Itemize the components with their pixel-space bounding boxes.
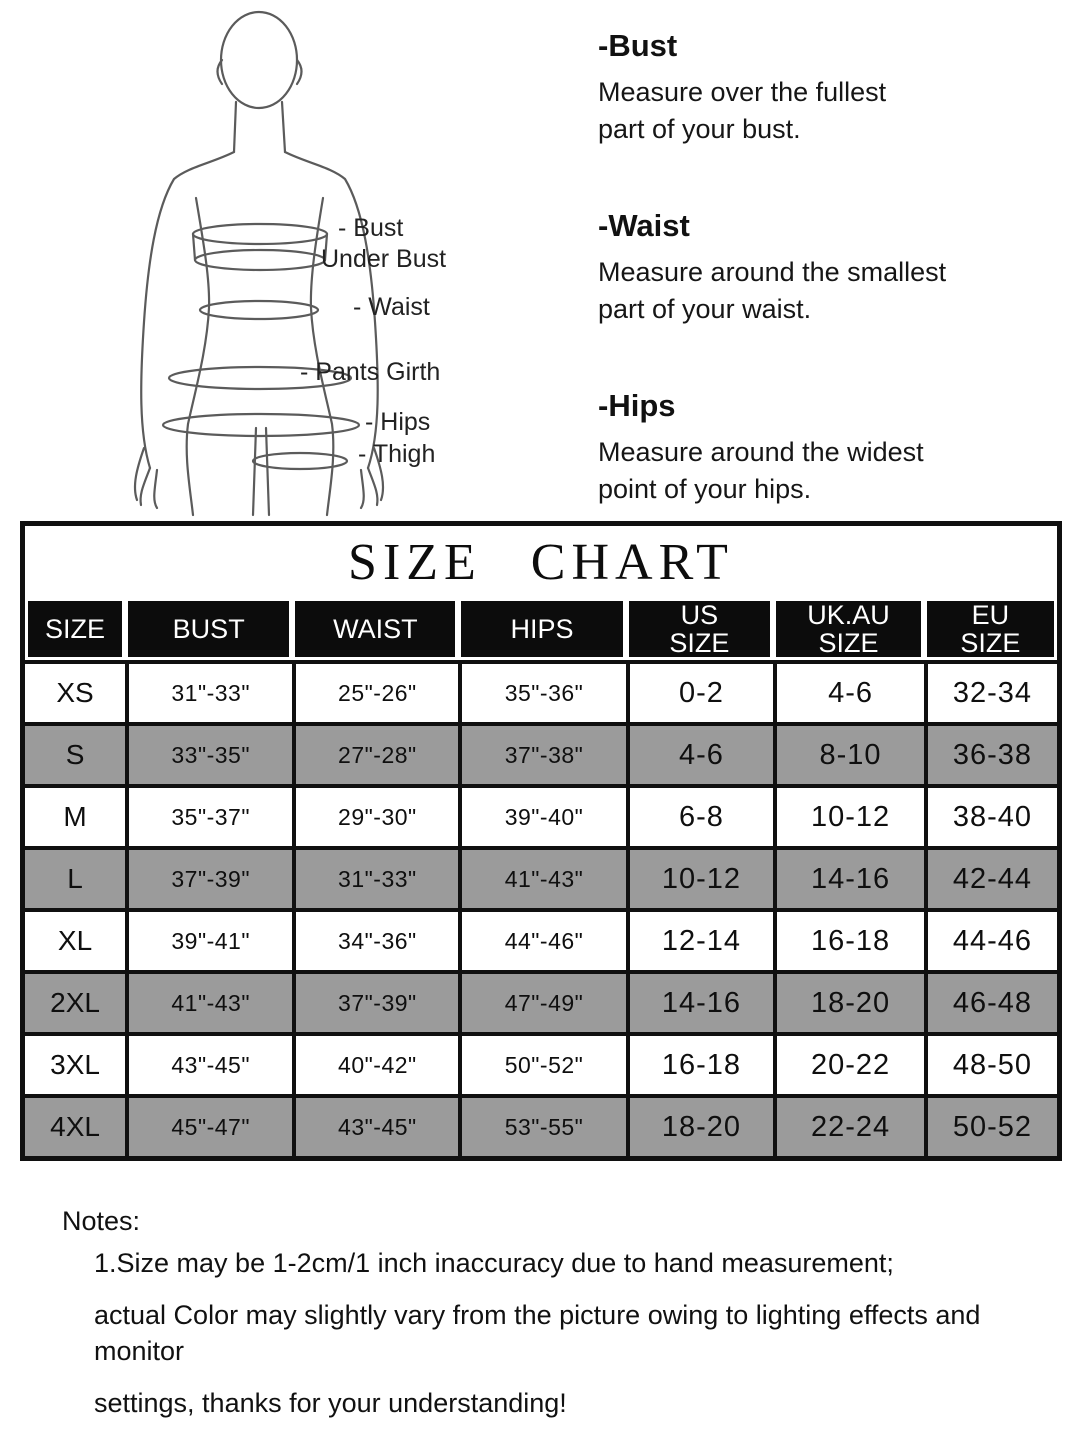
table-cell: 18-20 bbox=[773, 974, 924, 1032]
instruction-waist bbox=[598, 208, 1028, 328]
table-row bbox=[25, 970, 1057, 1032]
figure-label-under-bust: Under Bust bbox=[321, 245, 447, 273]
table-cell: 38-40 bbox=[924, 788, 1057, 846]
column-header bbox=[128, 601, 289, 657]
figure-label-waist: - Waist bbox=[353, 293, 430, 321]
figure-label-bust: - Bust bbox=[338, 214, 404, 242]
instruction-heading: -Bust bbox=[598, 28, 678, 63]
instruction-text: Measure over the fullest bbox=[598, 77, 887, 107]
table-cell: XL bbox=[57, 925, 93, 956]
column-header-line: EU bbox=[971, 600, 1010, 630]
notes-title: Notes: bbox=[62, 1206, 141, 1236]
table-cell: 8-10 bbox=[773, 726, 924, 784]
instruction-text: Measure around the smallest bbox=[598, 257, 947, 287]
notes-section bbox=[62, 1206, 1042, 1437]
table-cell: 44-46 bbox=[924, 912, 1057, 970]
table-row bbox=[25, 1032, 1057, 1094]
table-cell: 37"-38" bbox=[458, 726, 625, 784]
table-cell: 37"-39" bbox=[125, 850, 292, 908]
figure-label-thigh: - Thigh bbox=[358, 440, 436, 468]
table-cell: 20-22 bbox=[773, 1036, 924, 1094]
table-cell: 0-2 bbox=[626, 664, 774, 722]
table-cell: S bbox=[65, 739, 85, 770]
column-header bbox=[629, 601, 771, 657]
instruction-hips bbox=[598, 388, 1028, 508]
table-cell: 35"-37" bbox=[125, 788, 292, 846]
column-header-line: SIZE bbox=[818, 628, 879, 658]
table-cell: 31"-33" bbox=[125, 664, 292, 722]
table-cell: 18-20 bbox=[626, 1098, 774, 1156]
table-cell: 12-14 bbox=[626, 912, 774, 970]
table-row bbox=[25, 784, 1057, 846]
column-header bbox=[927, 601, 1054, 657]
instruction-bust bbox=[598, 28, 1028, 148]
table-cell: 46-48 bbox=[924, 974, 1057, 1032]
table-cell: 25"-26" bbox=[292, 664, 458, 722]
table-cell: 41"-43" bbox=[458, 850, 625, 908]
figure-label-pants-girth: - Pants Girth bbox=[300, 358, 441, 386]
table-cell: 16-18 bbox=[773, 912, 924, 970]
column-header-line: WAIST bbox=[333, 614, 418, 644]
column-header-line: US bbox=[680, 600, 719, 630]
table-cell: 44"-46" bbox=[458, 912, 625, 970]
measurement-instructions bbox=[598, 28, 1028, 568]
table-cell: 10-12 bbox=[773, 788, 924, 846]
instruction-heading: -Waist bbox=[598, 208, 690, 243]
column-header-line: SIZE bbox=[45, 614, 106, 644]
note-line: settings, thanks for your understanding! bbox=[94, 1388, 567, 1418]
table-cell: 16-18 bbox=[626, 1036, 774, 1094]
table-cell: 22-24 bbox=[773, 1098, 924, 1156]
table-cell: 35"-36" bbox=[458, 664, 625, 722]
table-row bbox=[25, 846, 1057, 908]
table-cell: 14-16 bbox=[626, 974, 774, 1032]
table-title: SIZE CHART bbox=[348, 533, 734, 591]
table-cell: 10-12 bbox=[626, 850, 774, 908]
column-header-line: BUST bbox=[172, 614, 245, 644]
instruction-text: Measure around the widest bbox=[598, 437, 924, 467]
table-cell: 48-50 bbox=[924, 1036, 1057, 1094]
table-cell: 3XL bbox=[50, 1049, 100, 1080]
table-cell: 4-6 bbox=[626, 726, 774, 784]
table-cell: 29"-30" bbox=[292, 788, 458, 846]
size-chart-table bbox=[20, 521, 1062, 1161]
table-cell: 4-6 bbox=[773, 664, 924, 722]
instruction-text: point of your hips. bbox=[598, 474, 812, 504]
table-cell: 41"-43" bbox=[125, 974, 292, 1032]
table-row bbox=[25, 660, 1057, 722]
instruction-text: part of your waist. bbox=[598, 294, 812, 324]
table-cell: XS bbox=[56, 677, 94, 708]
table-cell: 47"-49" bbox=[458, 974, 625, 1032]
column-header bbox=[295, 601, 455, 657]
table-row bbox=[25, 908, 1057, 970]
table-cell: 33"-35" bbox=[125, 726, 292, 784]
table-row bbox=[25, 722, 1057, 784]
table-cell: 36-38 bbox=[924, 726, 1057, 784]
column-header bbox=[461, 601, 622, 657]
table-cell: 2XL bbox=[50, 987, 100, 1018]
table-cell: 53"-55" bbox=[458, 1098, 625, 1156]
figure-label-hips: - Hips bbox=[365, 408, 431, 436]
table-cell: 4XL bbox=[50, 1111, 100, 1142]
column-header bbox=[776, 601, 921, 657]
table-row bbox=[25, 1094, 1057, 1156]
table-cell: 14-16 bbox=[773, 850, 924, 908]
instruction-heading: -Hips bbox=[598, 388, 676, 423]
column-header-line: SIZE bbox=[960, 628, 1021, 658]
table-cell: 50"-52" bbox=[458, 1036, 625, 1094]
table-cell: 39"-40" bbox=[458, 788, 625, 846]
table-cell: 6-8 bbox=[626, 788, 774, 846]
instruction-text: part of your bust. bbox=[598, 114, 801, 144]
table-cell: 40"-42" bbox=[292, 1036, 458, 1094]
column-header-line: UK.AU bbox=[807, 600, 890, 630]
table-cell: 43"-45" bbox=[125, 1036, 292, 1094]
table-cell: M bbox=[63, 801, 87, 832]
table-cell: 31"-33" bbox=[292, 850, 458, 908]
column-header-line: SIZE bbox=[669, 628, 730, 658]
table-cell: 45"-47" bbox=[125, 1098, 292, 1156]
body-figure-diagram bbox=[60, 0, 620, 515]
table-cell: 27"-28" bbox=[292, 726, 458, 784]
table-body bbox=[25, 660, 1057, 1156]
table-cell: 39"-41" bbox=[125, 912, 292, 970]
table-cell: 34"-36" bbox=[292, 912, 458, 970]
column-header bbox=[28, 601, 122, 657]
table-cell: 43"-45" bbox=[292, 1098, 458, 1156]
note-line: 1.Size may be 1-2cm/1 inch inaccuracy due to hand measurement; bbox=[94, 1248, 894, 1278]
column-header-line: HIPS bbox=[510, 614, 574, 644]
table-cell: 37"-39" bbox=[292, 974, 458, 1032]
table-cell: 50-52 bbox=[924, 1098, 1057, 1156]
table-header-row bbox=[25, 598, 1057, 660]
table-cell: L bbox=[67, 863, 83, 894]
note-line: actual Color may slightly vary from the picture owing to lighting effects and monitor bbox=[94, 1300, 981, 1366]
table-cell: 42-44 bbox=[924, 850, 1057, 908]
table-cell: 32-34 bbox=[924, 664, 1057, 722]
